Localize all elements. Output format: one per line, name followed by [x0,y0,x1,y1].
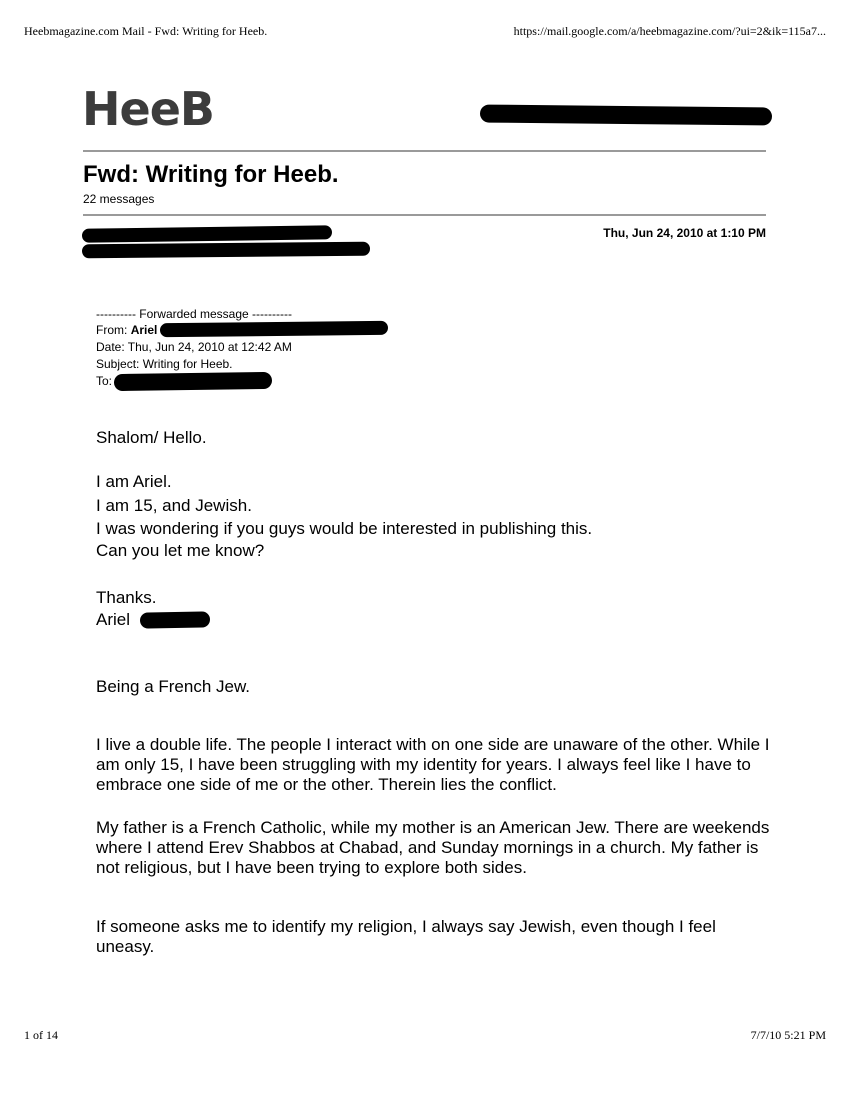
essay-paragraph: I live a double life. The people I interact with on one side are unaware of the other. While I am only 15, I have been struggling with my identity for years. I always feel like I have to embrace one side of me or the other. Therein lies the conflict. [96,735,770,794]
redaction-recipient [82,242,370,259]
from-name: Ariel [130,323,158,337]
intro-line: I was wondering if you guys would be interested in publishing this. [96,519,593,538]
redaction-to-address [114,372,272,391]
intro-line: Can you let me know? [96,541,265,560]
heeb-logo: HeeB [82,82,214,136]
forwarded-subject: Subject: Writing for Heeb. [96,357,233,371]
essay-title: Being a French Jew. [96,677,251,696]
redaction-from-address [160,321,388,337]
essay-paragraph: If someone asks me to identify my religion, I always say Jewish, even though I feel uneasy. [96,917,716,956]
print-timestamp: 7/7/10 5:21 PM [750,1028,826,1042]
thread-subject: Fwd: Writing for Heeb. [83,161,339,188]
message-date: Thu, Jun 24, 2010 at 1:10 PM [603,226,766,240]
message-count: 22 messages [83,192,155,206]
greeting: Shalom/ Hello. [96,428,207,447]
intro-line: I am Ariel. [96,472,172,491]
header-divider [83,150,766,152]
thread-divider [83,214,766,216]
essay-paragraph: My father is a French Catholic, while my mother is an American Jew. There are weekends where I attend Erev Shabbos at Chabad, and Sunday mornings in a church. My father is not religious, but I have been trying to explore both sides. [96,818,770,877]
forwarded-date: Date: Thu, Jun 24, 2010 at 12:42 AM [96,340,292,354]
print-header-url: https://mail.google.com/a/heebmagazine.com/?ui=2&ik=115a7... [513,24,826,38]
forwarded-to: To: [96,374,113,388]
from-label: From: [96,323,128,337]
intro-line: I am 15, and Jewish. [96,496,252,515]
redaction-surname [140,611,210,628]
print-header-title: Heebmagazine.com Mail - Fwd: Writing for Heeb. [24,24,268,38]
redaction-sender [82,225,332,242]
forwarded-from [96,322,157,338]
signature: Ariel [96,610,131,629]
forwarded-divider: ---------- Forwarded message ---------- [96,307,292,321]
page-number: 1 of 14 [24,1028,58,1042]
signoff: Thanks. [96,588,157,607]
redaction-account-email [480,104,772,125]
